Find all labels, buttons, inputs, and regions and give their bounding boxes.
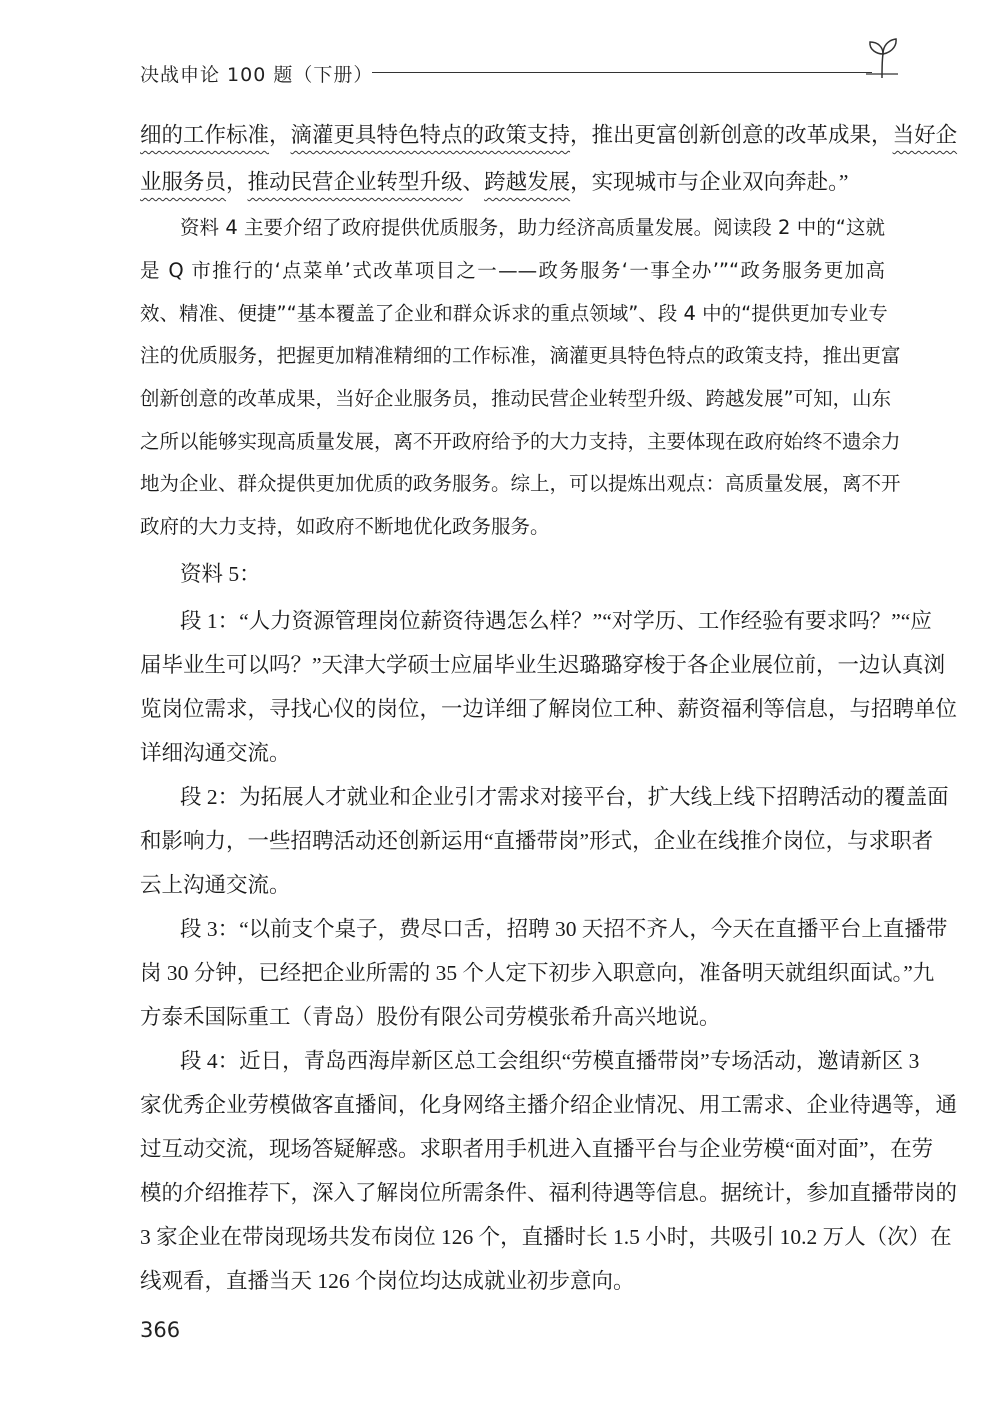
- paragraph-line: 云上沟通交流。: [140, 873, 291, 897]
- paragraph-line: 方泰禾国际重工（青岛）股份有限公司劳模张希升高兴地说。: [140, 1005, 721, 1029]
- paragraph-line: 详细沟通交流。: [140, 741, 291, 765]
- sprout-icon: [862, 34, 902, 78]
- paragraph-line: 览岗位需求，寻找心仪的岗位，一边详细了解岗位工种、薪资福利等信息，与招聘单位: [140, 697, 958, 721]
- paragraph-line: 岗 30 分钟，已经把企业所需的 35 个人定下初步入职意向，准备明天就组织面试。”九: [140, 961, 935, 985]
- analysis-line: 之所以能够实现高质量发展，离不开政府给予的大力支持，主要体现在政府始终不遗余力: [140, 430, 901, 453]
- paragraph-line: 线观看，直播当天 126 个岗位均达成就业初步意向。: [140, 1269, 635, 1293]
- paragraph-line: 模的介绍推荐下，深入了解岗位所需条件、福利待遇等信息。据统计，参加直播带岗的: [140, 1181, 958, 1205]
- page-number: 366: [140, 1318, 181, 1342]
- running-header: [140, 52, 900, 92]
- analysis-line: 政府的大力支持，如政府不断地优化政务服务。: [140, 515, 550, 538]
- plain-text: ，推出更富创新创意的改革成果，: [570, 123, 893, 147]
- paragraph-line: 段 2：为拓展人才就业和企业引才需求对接平台，扩大线上线下招聘活动的覆盖面: [180, 785, 949, 809]
- underlined-phrase: 当好企: [892, 123, 958, 147]
- punctuation: ，: [226, 170, 248, 194]
- underlined-phrase: 跨越发展: [484, 170, 571, 194]
- analysis-line: 资料 4 主要介绍了政府提供优质服务，助力经济高质量发展。阅读段 2 中的“这就: [180, 216, 885, 239]
- underlined-phrase: 推动民营企业转型升级: [247, 170, 463, 194]
- punctuation: ，: [269, 123, 291, 147]
- paragraph-line: 段 1：“人力资源管理岗位薪资待遇怎么样？”“对学历、工作经验有要求吗？”“应: [180, 609, 932, 633]
- book-title: 决战申论 100 题（下册）: [140, 64, 374, 86]
- analysis-line: 是 Q 市推行的‘点菜单’式改革项目之一——政务服务‘一事全办’”“政务服务更加高: [140, 259, 885, 282]
- paragraph-line: 和影响力，一些招聘活动还创新运用“直播带岗”形式，企业在线推介岗位，与求职者: [140, 829, 934, 853]
- analysis-line: 创新创意的改革成果，当好企业服务员，推动民营企业转型升级、跨越发展”可知，山东: [140, 387, 892, 410]
- material-heading: 资料 5：: [180, 562, 261, 586]
- plain-text: ，实现城市与企业双向奔赴。”: [570, 170, 849, 194]
- analysis-line: 效、精准、便捷”“基本覆盖了企业和群众诉求的重点领域”、段 4 中的“提供更加专业专: [140, 302, 888, 325]
- underlined-phrase: 业服务员: [140, 170, 227, 194]
- paragraph-line: 段 3：“以前支个桌子，费尽口舌，招聘 30 天招不齐人，今天在直播平台上直播带: [180, 917, 948, 941]
- paragraph-line: 段 4：近日，青岛西海岸新区总工会组织“劳模直播带岗”专场活动，邀请新区 3: [180, 1049, 920, 1073]
- punctuation: 、: [462, 170, 485, 194]
- paragraph-line: 过互动交流，现场答疑解惑。求职者用手机进入直播平台与企业劳模“面对面”，在劳: [140, 1137, 934, 1161]
- paragraph-line: 届毕业生可以吗？”天津大学硕士应届毕业生迟璐璐穿梭于各企业展位前，一边认真浏: [140, 653, 946, 677]
- analysis-line: 地为企业、群众提供更加优质的政务服务。综上，可以提炼出观点：高质量发展，离不开: [140, 472, 901, 495]
- underlined-phrase: 细的工作标准: [140, 123, 270, 147]
- paragraph-line: 家优秀企业劳模做客直播间，化身网络主播介绍企业情况、用工需求、企业待遇等，通: [140, 1093, 958, 1117]
- paragraph-line: 3 家企业在带岗现场共发布岗位 126 个，直播时长 1.5 小时，共吸引 10.2 万人（次）在: [140, 1225, 952, 1249]
- continuation-line-2: [140, 165, 885, 199]
- underlined-phrase: 滴灌更具特色特点的政策支持: [290, 123, 571, 147]
- analysis-line: 注的优质服务，把握更加精准精细的工作标准，滴灌更具特色特点的政策支持，推出更富: [140, 344, 901, 367]
- header-rule: [372, 72, 872, 73]
- continuation-line-1: [140, 118, 958, 152]
